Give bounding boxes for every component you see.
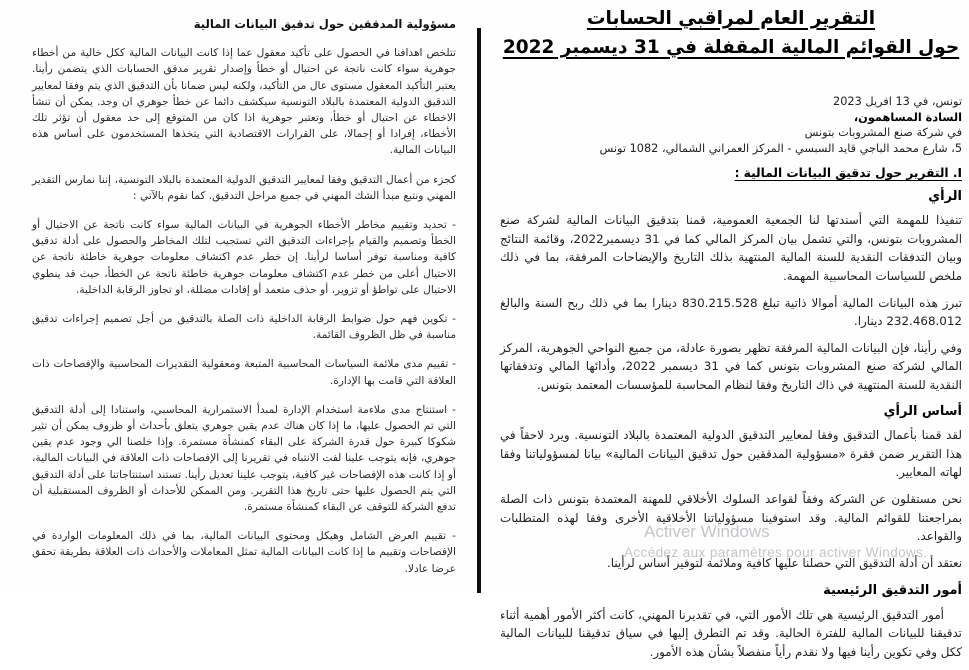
basis-of-opinion-heading: أساس الرأي: [883, 403, 962, 419]
report-main-column: [500, 4, 962, 670]
report-title-line1: التقرير العام لمراقبي الحسابات: [586, 8, 876, 29]
windows-activation-watermark-line2: Accédez aux paramètres pour activer Windows.: [624, 545, 928, 560]
audit-procedure-bullet-3: - تقييم مدى ملائمة السياسات المحاسبية المتبعة ومعقولية التقديرات المحاسبية والإفصاحات ذات العلاقة التي قامت بها الإدارة.: [32, 358, 456, 387]
opinion-paragraph-3: وفي رأينا، فإن البيانات المالية المرفقة تظهر بصورة عادلة، من جميع النواحي الجوهرية، المركز المالي لشركة صنع المشروبات بتونس كما في 31 ديسمبر 2022، وأدائها المالي وتدفقاتها النقدية للسنة المنتهية في ذاك التاريخ وفقا لنظام المحاسبة للمؤسسات المعتمد بتونس.: [500, 340, 962, 392]
key-audit-matters-heading: أمور التدقيق الرئيسية: [823, 583, 962, 599]
audit-procedure-bullet-1: - تحديد وتقييم مخاطر الأخطاء الجوهرية في البيانات المالية سواء كانت ناتجة عن الاحتيال أو الخطأ وتصميم والقيام بإجراءات التدقيق التي تستجيب لتلك المخاطر والحصول على أدلة تدقيق كافية ومناسبة توفر أساسا لرأينا. إن خطر عدم اكتشاف معلومات جوهرية خاطئة ناتجة عن الاحتيال أعلى من خطر عدم اكتشاف معلومات جوهرية خاطئة ناتجة عن الخطأ، حيث قد ينطوي الاحتيال على تواطؤ أو تزوير، أو حذف متعمد أو إفادات مضللة، او تجاوز الرقابة الداخلية.: [32, 219, 456, 296]
audit-procedure-bullet-4: - استنتاج مدى ملاءمة استخدام الإدارة لمبدأ الاستمرارية المحاسبي، واستنادا إلى أدلة التدقيق التي تم الحصول عليها، ما إذا كان هناك عدم يقين جوهري يتعلق بأحداث أو ظروف يمكن أن تثير شكوكا كبيرة حول قدرة الشركة على البقاء كمنشأة مستمرة. وإذا خلصنا الي وجود عدم يقين جوهري، فإنه يتوجب علينا لفت الانتباه في تقريرنا إلى الإفصاحات ذات العلاقة في البيانات المالية، أو إذا كانت هذه الإفصاحات غير كافية، يتوجب علينا تعديل رأينا. تستند استنتاجاتنا على أدلة التدقيق التي يتم الحصول عليها حتى تاريخ هذا التقرير. ومن الممكن للأحداث أو الظروف المستقبلية أن تدفع الشركة للتوقف عن البقاء كمنشأة مستمرة.: [32, 403, 456, 514]
responsibilities-paragraph-2: كجزء من أعمال التدقيق وفقا لمعايير التدقيق الدولية المعتمدة بالبلاد التونسية، إننا نمارس التقدير المهني ونتبع مبدأ الشك المهني في جميع مراحل التدقيق. كما نقوم بالآتي :: [32, 173, 456, 202]
basis-paragraph-3: نعتقد أن أدلة التدقيق التي حصلنا عليها كافية وملائمة لتوفير أساس لرأينا.: [606, 555, 962, 570]
responsibilities-column: [32, 16, 456, 590]
basis-paragraph-2: نحن مستقلون عن الشركة وفقاً لقواعد السلوك الأخلاقي للمهنة المعتمدة بتونس ذات الصلة بمراجعتنا للقوائم المالية. وقد استوفينا مسؤولياتنا الأخلاقية الأخرى وفقا لهذه المتطلبات والقواعد.: [500, 491, 962, 544]
address-line: 5، شارع محمد الباجي قايد السبسي - المركز العمراني الشمالي، 1082 تونس: [599, 141, 962, 155]
report-title: [500, 4, 962, 62]
addressee-line: السادة المساهمون،: [853, 110, 962, 124]
responsibilities-paragraph-1: تتلخص اهدافنا في الحصول على تأكيد معقول عما إذا كانت البيانات المالية ككل خالية من أخطاء جوهرية سواء كانت ناتجة عن احتيال أو خطأ وإصدار تقرير مدقق الحسابات الذي يتضمن رأينا. يعتبر التأكيد المعقول مستوى عال من التأكيد، ولكنه ليس ضمانا بأن التدقيق الذي يتم وفقا لمعايير التدقيق الدولية المعتمدة بالبلاد التونسية سيكشف دائما عن خطأ جوهري ان وجد. يمكن أن تنشأ الاخطاء عن احتيال أو خطأ، وتعتبر جوهرية اذا كان من المتوقع إلى حد معقول أن تؤثر تلك الأخطاء، إفرادا أو إجمالا، على القرارات الاقتصادية التي يتخذها المستخدمون على أساس هذه البيانات المالية.: [32, 47, 456, 157]
column-divider: [477, 28, 481, 593]
date-line: تونس، في 13 افريل 2023: [833, 95, 962, 108]
basis-paragraph-1: لقد قمنا بأعمال التدقيق وفقا لمعايير التدقيق الدولية المعتمدة بالبلاد التونسية. ويرد لاحقاً في هذا التقرير ضمن فقرة «مسؤولية المدققين حول تدقيق البيانات المالية» بيانا لمسؤولياتنا وفقا لهاته المعايير.: [500, 428, 962, 480]
audit-procedure-bullet-5: - تقييم العرض الشامل وهيكل ومحتوى البيانات المالية، بما في ذلك المعلومات الواردة في الإفصاحات وتقييم ما إذا كانت البيانات المالية تمثل المعاملات والأحداث ذات العلاقة بطريقة تحقق عرضا عادلا.: [32, 530, 456, 575]
company-line: في شركة صنع المشروبات بتونس: [804, 126, 962, 139]
key-audit-matters-paragraph: أمور التدقيق الرئيسية هي تلك الأمور التي، في تقديرنا المهني، كانت أكثر الأمور أهمية أثناء تدقيقنا للبيانات المالية للفترة الحالية. وقد تم التطرق إليها في سياق تدقيقنا للبيانات المالية ككل وفي تكوين رأينا فيها ولا نقدم رأياً منفصلاً بشأن هذه الأمور.: [500, 607, 962, 660]
responsibilities-heading: مسؤولية المدققين حول تدقيق البيانات المالية: [193, 17, 456, 31]
opinion-paragraph-2: تبرز هذه البيانات المالية أموالا ذاتية تبلغ 830.215.528 دينارا بما في ذلك ربح السنة والبالغ 232.468.012 دينارا.: [500, 295, 963, 329]
windows-activation-watermark-line1: Activer Windows: [644, 522, 770, 541]
section-1-heading: I. التقرير حول تدقيق البيانات المالية :: [734, 166, 962, 180]
opinion-heading: الرأي: [928, 188, 962, 204]
opinion-paragraph-1: تنفيذا للمهمة التي أسندتها لنا الجمعية العمومية، قمنا بتدقيق البيانات المالية لشركة صنع المشروبات بتونس، والتي تشمل بيان المركز المالي كما في 31 ديسمبر2022، وقائمة النتائج وبيان التدفقات النقدية للسنة المالية المنتهية بذلك التاريخ والإيضاحات المرفقة، بما في ذلك ملخص للسياسات المحاسبية المهمة.: [500, 213, 963, 283]
audit-procedure-bullet-2: - تكوين فهم حول ضوابط الرقابة الداخلية ذات الصلة بالتدقيق من أجل تصميم إجراءات تدقيق مناسبة في ظل الظروف القائمة.: [32, 313, 456, 342]
report-title-line2: حول القوائم المالية المقفلة في 31 ديسمبر 2022: [502, 37, 960, 58]
